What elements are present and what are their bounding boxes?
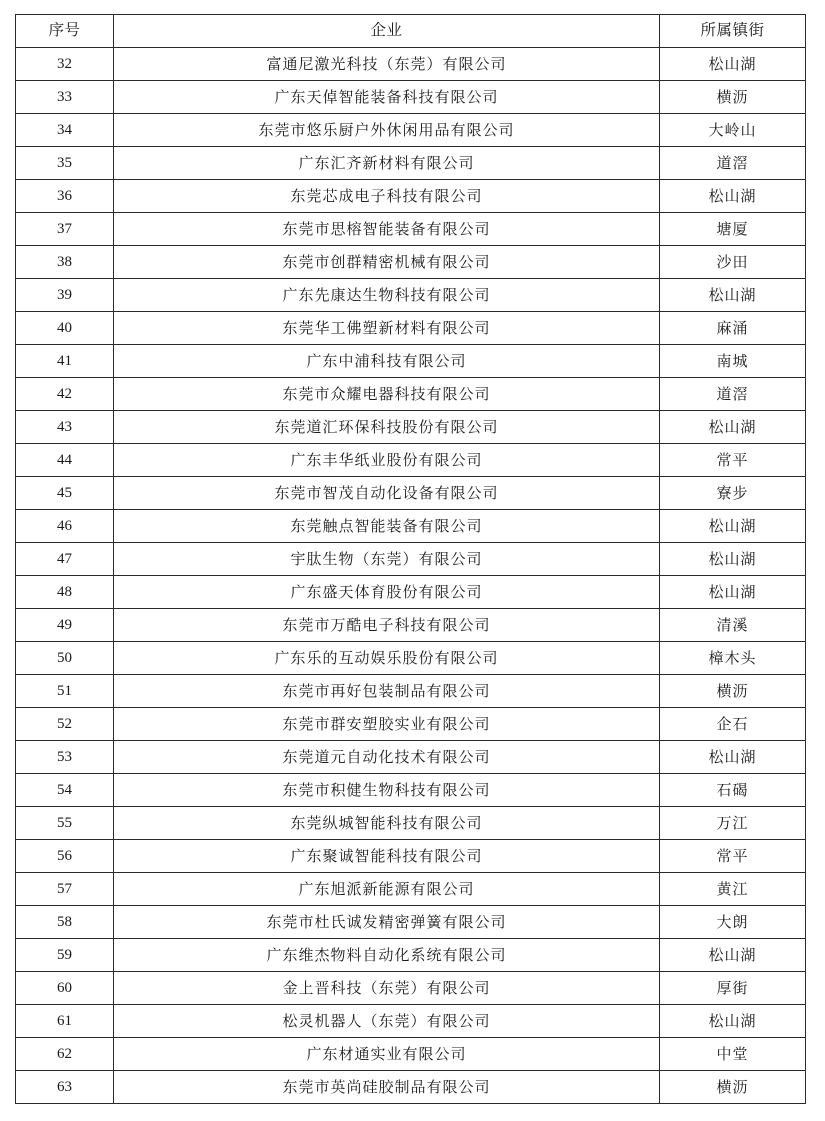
town-name: 松山湖 bbox=[660, 741, 806, 774]
table-row bbox=[16, 345, 806, 378]
company-name: 东莞市积健生物科技有限公司 bbox=[114, 774, 660, 807]
town-name: 松山湖 bbox=[660, 1005, 806, 1038]
town-name: 麻涌 bbox=[660, 312, 806, 345]
row-number: 62 bbox=[16, 1038, 114, 1071]
row-number: 39 bbox=[16, 279, 114, 312]
company-name: 广东汇齐新材料有限公司 bbox=[114, 147, 660, 180]
company-name: 东莞市众耀电器科技有限公司 bbox=[114, 378, 660, 411]
table-row bbox=[16, 411, 806, 444]
row-number: 40 bbox=[16, 312, 114, 345]
company-name: 广东乐的互动娱乐股份有限公司 bbox=[114, 642, 660, 675]
town-name: 松山湖 bbox=[660, 510, 806, 543]
table-row bbox=[16, 1038, 806, 1071]
company-name: 东莞道汇环保科技股份有限公司 bbox=[114, 411, 660, 444]
table-row bbox=[16, 444, 806, 477]
row-number: 63 bbox=[16, 1071, 114, 1104]
company-name: 广东旭派新能源有限公司 bbox=[114, 873, 660, 906]
company-name: 广东材通实业有限公司 bbox=[114, 1038, 660, 1071]
company-name: 东莞市思榕智能装备有限公司 bbox=[114, 213, 660, 246]
table-row bbox=[16, 378, 806, 411]
row-number: 48 bbox=[16, 576, 114, 609]
town-name: 横沥 bbox=[660, 81, 806, 114]
row-number: 49 bbox=[16, 609, 114, 642]
company-name: 东莞市悠乐厨户外休闲用品有限公司 bbox=[114, 114, 660, 147]
table-row bbox=[16, 807, 806, 840]
table-row bbox=[16, 576, 806, 609]
company-name: 广东中浦科技有限公司 bbox=[114, 345, 660, 378]
table-row bbox=[16, 906, 806, 939]
town-name: 塘厦 bbox=[660, 213, 806, 246]
town-name: 道滘 bbox=[660, 147, 806, 180]
company-name: 东莞市再好包装制品有限公司 bbox=[114, 675, 660, 708]
row-number: 59 bbox=[16, 939, 114, 972]
town-name: 大朗 bbox=[660, 906, 806, 939]
table-row bbox=[16, 114, 806, 147]
town-name: 石碣 bbox=[660, 774, 806, 807]
company-name: 广东聚诚智能科技有限公司 bbox=[114, 840, 660, 873]
row-number: 43 bbox=[16, 411, 114, 444]
table-row bbox=[16, 675, 806, 708]
row-number: 32 bbox=[16, 48, 114, 81]
document-page bbox=[15, 14, 805, 1104]
company-name: 东莞市英尚硅胶制品有限公司 bbox=[114, 1071, 660, 1104]
company-name: 东莞市智茂自动化设备有限公司 bbox=[114, 477, 660, 510]
town-name: 松山湖 bbox=[660, 576, 806, 609]
company-name: 松灵机器人（东莞）有限公司 bbox=[114, 1005, 660, 1038]
town-name: 樟木头 bbox=[660, 642, 806, 675]
row-number: 47 bbox=[16, 543, 114, 576]
table-row bbox=[16, 510, 806, 543]
row-number: 37 bbox=[16, 213, 114, 246]
table-row bbox=[16, 477, 806, 510]
header-number: 序号 bbox=[16, 15, 114, 48]
company-name: 富通尼激光科技（东莞）有限公司 bbox=[114, 48, 660, 81]
row-number: 61 bbox=[16, 1005, 114, 1038]
town-name: 万江 bbox=[660, 807, 806, 840]
row-number: 42 bbox=[16, 378, 114, 411]
row-number: 53 bbox=[16, 741, 114, 774]
table-row bbox=[16, 840, 806, 873]
company-name: 广东天倬智能装备科技有限公司 bbox=[114, 81, 660, 114]
town-name: 寮步 bbox=[660, 477, 806, 510]
table-row bbox=[16, 873, 806, 906]
table-row bbox=[16, 774, 806, 807]
row-number: 58 bbox=[16, 906, 114, 939]
company-name: 广东盛天体育股份有限公司 bbox=[114, 576, 660, 609]
row-number: 50 bbox=[16, 642, 114, 675]
town-name: 沙田 bbox=[660, 246, 806, 279]
company-name: 东莞市创群精密机械有限公司 bbox=[114, 246, 660, 279]
table-row bbox=[16, 609, 806, 642]
row-number: 36 bbox=[16, 180, 114, 213]
town-name: 常平 bbox=[660, 840, 806, 873]
row-number: 57 bbox=[16, 873, 114, 906]
table-row bbox=[16, 81, 806, 114]
table-row bbox=[16, 708, 806, 741]
town-name: 松山湖 bbox=[660, 939, 806, 972]
table-row bbox=[16, 972, 806, 1005]
row-number: 54 bbox=[16, 774, 114, 807]
row-number: 56 bbox=[16, 840, 114, 873]
company-list-table bbox=[15, 14, 806, 1104]
row-number: 46 bbox=[16, 510, 114, 543]
company-name: 广东丰华纸业股份有限公司 bbox=[114, 444, 660, 477]
table-row bbox=[16, 48, 806, 81]
row-number: 44 bbox=[16, 444, 114, 477]
town-name: 松山湖 bbox=[660, 48, 806, 81]
town-name: 松山湖 bbox=[660, 411, 806, 444]
row-number: 34 bbox=[16, 114, 114, 147]
company-name: 东莞纵城智能科技有限公司 bbox=[114, 807, 660, 840]
town-name: 南城 bbox=[660, 345, 806, 378]
row-number: 41 bbox=[16, 345, 114, 378]
company-name: 宇肽生物（东莞）有限公司 bbox=[114, 543, 660, 576]
table-header-row bbox=[16, 15, 806, 48]
table-row bbox=[16, 642, 806, 675]
table-row bbox=[16, 180, 806, 213]
table-row bbox=[16, 246, 806, 279]
table-row bbox=[16, 147, 806, 180]
town-name: 松山湖 bbox=[660, 279, 806, 312]
company-name: 东莞道元自动化技术有限公司 bbox=[114, 741, 660, 774]
table-row bbox=[16, 543, 806, 576]
row-number: 33 bbox=[16, 81, 114, 114]
company-name: 东莞市群安塑胶实业有限公司 bbox=[114, 708, 660, 741]
town-name: 常平 bbox=[660, 444, 806, 477]
row-number: 51 bbox=[16, 675, 114, 708]
town-name: 道滘 bbox=[660, 378, 806, 411]
table-body bbox=[16, 48, 806, 1104]
town-name: 中堂 bbox=[660, 1038, 806, 1071]
town-name: 厚街 bbox=[660, 972, 806, 1005]
town-name: 松山湖 bbox=[660, 543, 806, 576]
table-row bbox=[16, 213, 806, 246]
row-number: 35 bbox=[16, 147, 114, 180]
row-number: 60 bbox=[16, 972, 114, 1005]
company-name: 东莞芯成电子科技有限公司 bbox=[114, 180, 660, 213]
row-number: 55 bbox=[16, 807, 114, 840]
row-number: 45 bbox=[16, 477, 114, 510]
table-row bbox=[16, 741, 806, 774]
header-town: 所属镇街 bbox=[660, 15, 806, 48]
town-name: 黄江 bbox=[660, 873, 806, 906]
company-name: 广东先康达生物科技有限公司 bbox=[114, 279, 660, 312]
town-name: 松山湖 bbox=[660, 180, 806, 213]
table-row bbox=[16, 279, 806, 312]
company-name: 金上晋科技（东莞）有限公司 bbox=[114, 972, 660, 1005]
table-row bbox=[16, 1005, 806, 1038]
company-name: 广东维杰物料自动化系统有限公司 bbox=[114, 939, 660, 972]
row-number: 38 bbox=[16, 246, 114, 279]
company-name: 东莞华工佛塑新材料有限公司 bbox=[114, 312, 660, 345]
town-name: 清溪 bbox=[660, 609, 806, 642]
header-company: 企业 bbox=[114, 15, 660, 48]
company-name: 东莞触点智能装备有限公司 bbox=[114, 510, 660, 543]
table-row bbox=[16, 312, 806, 345]
town-name: 大岭山 bbox=[660, 114, 806, 147]
table-row bbox=[16, 1071, 806, 1104]
town-name: 横沥 bbox=[660, 675, 806, 708]
town-name: 企石 bbox=[660, 708, 806, 741]
table-row bbox=[16, 939, 806, 972]
company-name: 东莞市杜氏诚发精密弹簧有限公司 bbox=[114, 906, 660, 939]
row-number: 52 bbox=[16, 708, 114, 741]
town-name: 横沥 bbox=[660, 1071, 806, 1104]
company-name: 东莞市万酷电子科技有限公司 bbox=[114, 609, 660, 642]
